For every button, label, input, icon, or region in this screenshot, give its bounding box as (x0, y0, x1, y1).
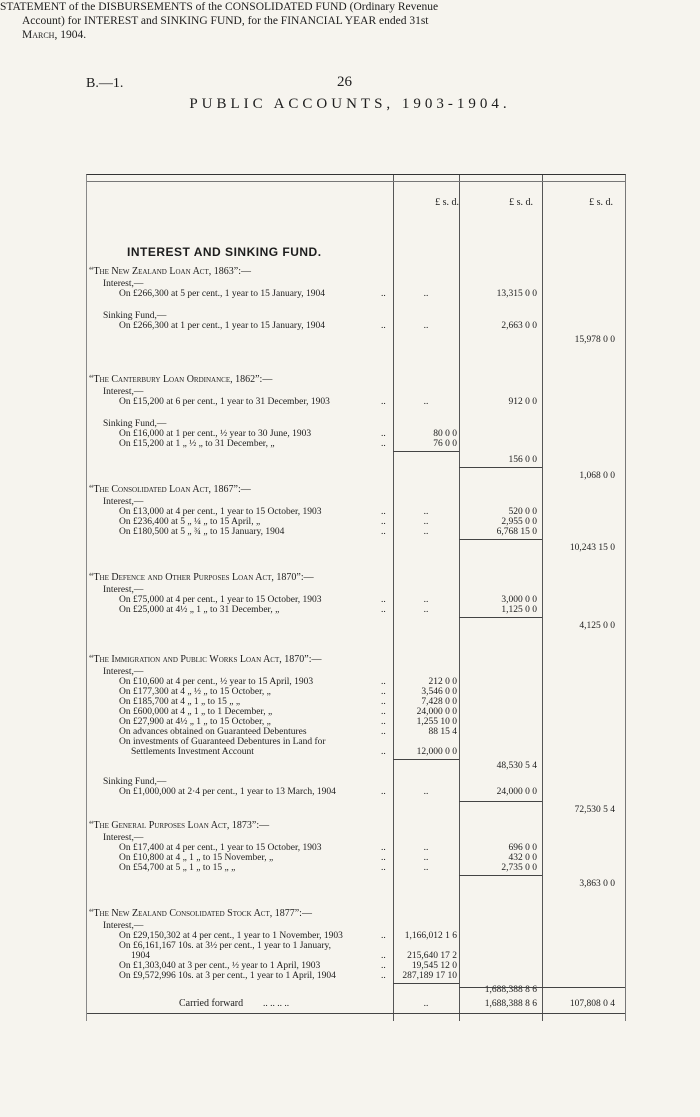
block-total: 15,978 0 0 (574, 335, 615, 345)
amount-col1: .. (423, 853, 429, 863)
amount-col1: .. (423, 527, 429, 537)
entry-text: Sinking Fund,— (103, 777, 167, 787)
entry-text: On £17,400 at 4 per cent., 1 year to 15 October, 1903 (119, 843, 322, 853)
act-title: “The New Zealand Loan Act, 1863”:— (89, 266, 251, 277)
total-rule (459, 801, 542, 802)
amount-col1: .. (423, 595, 429, 605)
block-subtotal: 48,530 5 4 (496, 761, 537, 771)
entry-text: On £185,700 at 4 „ 1 „ to 15 „ „ (119, 697, 241, 707)
amount-col1: .. (423, 397, 429, 407)
entry-text: On £29,150,302 at 4 per cent., 1 year to 1 November, 1903 (119, 931, 343, 941)
leader-dots: .. (381, 697, 386, 707)
leader-dots: .. (381, 687, 386, 697)
entry-text: On £27,900 at 4½ „ 1 „ to 15 October, „ (119, 717, 271, 727)
column-header-2: £ s. d. (509, 197, 533, 208)
amount-col1: .. (423, 787, 429, 797)
amount-col2: 6,768 15 0 (496, 527, 537, 537)
leader-dots: .. (381, 605, 386, 615)
amount-col1: 24,000 0 0 (416, 707, 457, 717)
carried-col1: .. (423, 999, 429, 1009)
subtotal-rule (393, 983, 459, 984)
entry-text: Interest,— (103, 387, 144, 397)
carried-col2: 1,688,388 8 6 (484, 999, 537, 1009)
block-subtotal: 1,688,388 8 6 (484, 985, 537, 995)
amount-col1: 12,000 0 0 (416, 747, 457, 757)
act-title: “The Immigration and Public Works Loan Act, 1870”:— (89, 654, 322, 665)
leader-dots: .. (381, 321, 386, 331)
amount-col1: 7,428 0 0 (421, 697, 457, 707)
leader-dots: .. (381, 747, 386, 757)
entry-text: On £10,600 at 4 per cent., ½ year to 15 April, 1903 (119, 677, 314, 687)
leader-dots: .. (381, 677, 386, 687)
block-total: 10,243 15 0 (569, 543, 615, 553)
entry-text: Settlements Investment Account (131, 747, 254, 757)
entry-text: Interest,— (103, 667, 144, 677)
leader-dots: .. (381, 429, 386, 439)
entry-text: On £15,200 at 6 per cent., 1 year to 31 December, 1903 (119, 397, 330, 407)
leader-dots: .. (381, 843, 386, 853)
amount-col2: 432 0 0 (508, 853, 537, 863)
amount-col1: 1,255 10 0 (416, 717, 457, 727)
block-total: 72,530 5 4 (574, 805, 615, 815)
block-total: 4,125 0 0 (579, 621, 615, 631)
leader-dots: .. (381, 951, 386, 961)
entry-text: On £6,161,167 10s. at 3½ per cent., 1 year to 1 January, (119, 941, 332, 951)
leader-dots: .. (381, 707, 386, 717)
amount-col2: 13,315 0 0 (496, 289, 537, 299)
leader-dots: .. (381, 931, 386, 941)
act-title: “The General Purposes Loan Act, 1873”:— (89, 820, 270, 831)
amount-col1: 80 0 0 (433, 429, 457, 439)
leader-dots: .. (381, 971, 386, 981)
entry-text: On £1,000,000 at 2·4 per cent., 1 year to 13 March, 1904 (119, 787, 336, 797)
amount-col1: .. (423, 605, 429, 615)
leader-dots: .. (381, 527, 386, 537)
entry-text: Sinking Fund,— (103, 311, 167, 321)
leader-dots: .. (381, 507, 386, 517)
carried-rule (459, 987, 625, 988)
bottom-rule (87, 1013, 625, 1014)
entry-text: On £180,500 at 5 „ ¾ „ to 15 January, 1904 (119, 527, 285, 537)
amount-col2: 2,663 0 0 (501, 321, 537, 331)
column-header-3: £ s. d. (589, 197, 613, 208)
leader-dots: .. (381, 439, 386, 449)
leader-dots: .. .. .. .. (263, 999, 290, 1009)
act-title: “The New Zealand Consolidated Stock Act, 1877”:— (89, 908, 312, 919)
act-title: “The Canterbury Loan Ordinance, 1862”:— (89, 374, 273, 385)
subtotal-rule (393, 451, 459, 452)
entry-text: On £54,700 at 5 „ 1 „ to 15 „ „ (119, 863, 236, 873)
entry-text: On £1,303,040 at 3 per cent., ½ year to 1 April, 1903 (119, 961, 321, 971)
amount-col2: 912 0 0 (508, 397, 537, 407)
total-rule (459, 617, 542, 618)
carried-forward-label: Carried forward (179, 998, 244, 1009)
statement-line-2: Account) for INTEREST and SINKING FUND, for the FINANCIAL YEAR ended 31st (22, 15, 429, 27)
statement-line-1: STATEMENT of the DISBURSEMENTS of the CONSOLIDATED FUND (Ordinary Revenue (0, 1, 439, 13)
leader-dots: .. (381, 787, 386, 797)
page-number: 26 (337, 74, 352, 90)
amount-col1: 287,189 17 10 (402, 971, 457, 981)
amount-col2: 520 0 0 (508, 507, 537, 517)
amount-col2: 696 0 0 (508, 843, 537, 853)
block-total: 1,068 0 0 (579, 471, 615, 481)
amount-col2: 24,000 0 0 (496, 787, 537, 797)
entry-text: On £9,572,996 10s. at 3 per cent., 1 year to 1 April, 1904 (119, 971, 336, 981)
amount-col2: 1,125 0 0 (501, 605, 537, 615)
leader-dots: .. (381, 853, 386, 863)
entry-text: On £15,200 at 1 „ ½ „ to 31 December, „ (119, 439, 275, 449)
amount-col2: 3,000 0 0 (501, 595, 537, 605)
amount-col1: 3,546 0 0 (421, 687, 457, 697)
leader-dots: .. (381, 863, 386, 873)
amount-col1: 19,545 12 0 (411, 961, 457, 971)
page-ref: B.—1. (86, 76, 124, 91)
entry-text: On £266,300 at 5 per cent., 1 year to 15 January, 1904 (119, 289, 325, 299)
block-total: 3,863 0 0 (579, 879, 615, 889)
entry-text: On investments of Guaranteed Debentures in Land for (119, 737, 326, 747)
entry-text: Sinking Fund,— (103, 419, 167, 429)
leader-dots: .. (381, 961, 386, 971)
amount-col1: .. (423, 517, 429, 527)
statement-heading (0, 0, 540, 42)
leader-dots: .. (381, 595, 386, 605)
amount-col1: 212 0 0 (428, 677, 457, 687)
block-subtotal: 156 0 0 (508, 455, 537, 465)
amount-col1: .. (423, 321, 429, 331)
amount-col1: .. (423, 843, 429, 853)
amount-col1: .. (423, 507, 429, 517)
entry-text: 1904 (131, 951, 150, 961)
entry-text: On advances obtained on Guaranteed Debentures (119, 727, 307, 737)
entry-text: On £25,000 at 4½ „ 1 „ to 31 December, „ (119, 605, 280, 615)
act-title: “The Defence and Other Purposes Loan Act, 1870”:— (89, 572, 314, 583)
entry-text: On £177,300 at 4 „ ½ „ to 15 October, „ (119, 687, 271, 697)
leader-dots: .. (381, 517, 386, 527)
amount-col2: 2,955 0 0 (501, 517, 537, 527)
entry-text: Interest,— (103, 279, 144, 289)
entry-text: On £16,000 at 1 per cent., ½ year to 30 June, 1903 (119, 429, 312, 439)
carried-col3: 107,808 0 4 (569, 999, 615, 1009)
header-rule (87, 181, 625, 182)
total-rule (459, 539, 542, 540)
entry-text: On £75,000 at 4 per cent., 1 year to 15 October, 1903 (119, 595, 322, 605)
leader-dots: .. (381, 289, 386, 299)
leader-dots: .. (381, 397, 386, 407)
section-heading: INTEREST AND SINKING FUND. (127, 245, 322, 259)
page-title: PUBLIC ACCOUNTS, 1903-1904. (189, 96, 511, 112)
amount-col1: 76 0 0 (433, 439, 457, 449)
leader-dots: .. (381, 717, 386, 727)
entry-text: On £13,000 at 4 per cent., 1 year to 15 October, 1903 (119, 507, 322, 517)
column-header-1: £ s. d. (435, 197, 459, 208)
subtotal-rule (393, 759, 459, 760)
entry-text: Interest,— (103, 833, 144, 843)
entry-text: Interest,— (103, 497, 144, 507)
leader-dots: .. (381, 727, 386, 737)
subtotal-rule (459, 467, 542, 468)
entry-text: On £266,300 at 1 per cent., 1 year to 15 January, 1904 (119, 321, 325, 331)
column-rule-3 (542, 175, 543, 1021)
entry-text: Interest,— (103, 585, 144, 595)
amount-col1: 215,640 17 2 (407, 951, 457, 961)
amount-col1: 1,166,012 1 6 (404, 931, 457, 941)
entry-text: Interest,— (103, 921, 144, 931)
accounts-table (86, 174, 626, 1021)
amount-col1: .. (423, 863, 429, 873)
entry-text: On £236,400 at 5 „ ¼ „ to 15 April, „ (119, 517, 261, 527)
entry-text: On £10,800 at 4 „ 1 „ to 15 November, „ (119, 853, 274, 863)
amount-col1: 88 15 4 (428, 727, 457, 737)
entry-text: On £600,000 at 4 „ 1 „ to 1 December, „ (119, 707, 273, 717)
act-title: “The Consolidated Loan Act, 1867”:— (89, 484, 251, 495)
statement-line-3: March, 1904. (22, 29, 87, 41)
amount-col2: 2,735 0 0 (501, 863, 537, 873)
total-rule (459, 875, 542, 876)
amount-col1: .. (423, 289, 429, 299)
